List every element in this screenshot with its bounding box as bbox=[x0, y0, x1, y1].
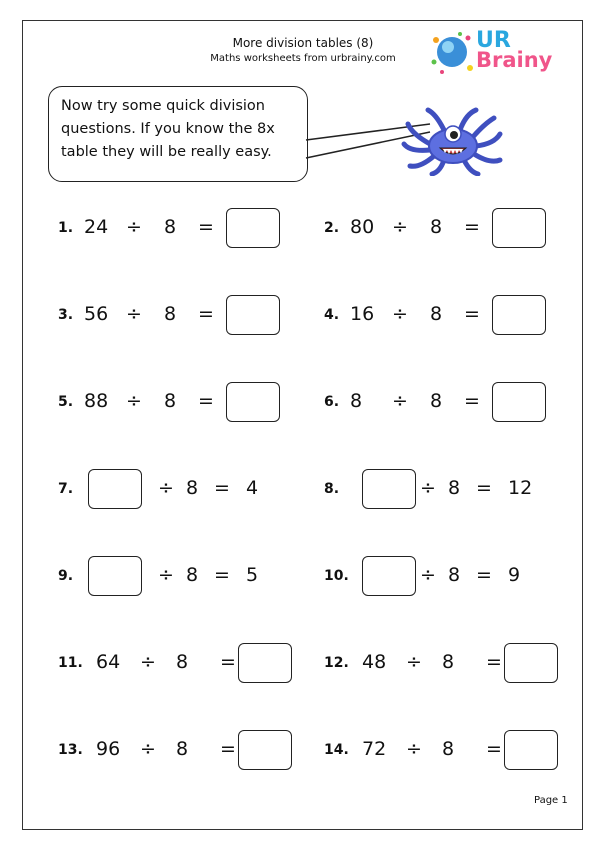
question-13 bbox=[58, 730, 298, 770]
answer-box[interactable] bbox=[238, 730, 292, 770]
question-number: 7. bbox=[58, 481, 74, 497]
brain-ball-icon bbox=[430, 28, 480, 78]
question-number: 11. bbox=[58, 655, 83, 671]
answer-box[interactable] bbox=[226, 382, 280, 422]
quotient: 12 bbox=[508, 477, 533, 499]
speech-bubble bbox=[48, 86, 308, 182]
question-2 bbox=[324, 208, 564, 248]
divide-sign: ÷ bbox=[158, 564, 174, 586]
divide-sign: ÷ bbox=[140, 738, 156, 760]
dividend-answer-box[interactable] bbox=[362, 556, 416, 596]
bubble-line: table they will be really easy. bbox=[61, 144, 272, 160]
divisor: 8 bbox=[176, 738, 189, 760]
divide-sign: ÷ bbox=[406, 738, 422, 760]
question-number: 10. bbox=[324, 568, 349, 584]
urbrainy-logo bbox=[430, 28, 553, 78]
question-number: 2. bbox=[324, 220, 340, 236]
answer-box[interactable] bbox=[226, 295, 280, 335]
divide-sign: ÷ bbox=[140, 651, 156, 673]
bubble-line: Now try some quick division bbox=[61, 98, 265, 114]
divisor: 8 bbox=[448, 564, 461, 586]
divisor: 8 bbox=[430, 303, 443, 325]
answer-box[interactable] bbox=[492, 295, 546, 335]
equals-sign: = bbox=[198, 303, 214, 325]
divide-sign: ÷ bbox=[126, 390, 142, 412]
worksheet-title: More division tables (8) bbox=[232, 36, 374, 50]
question-7 bbox=[58, 469, 298, 509]
question-6 bbox=[324, 382, 564, 422]
question-number: 3. bbox=[58, 307, 74, 323]
question-10 bbox=[324, 556, 564, 596]
divide-sign: ÷ bbox=[158, 477, 174, 499]
equals-sign: = bbox=[220, 738, 236, 760]
equals-sign: = bbox=[486, 738, 502, 760]
page-number: Page 1 bbox=[534, 795, 568, 806]
dividend: 8 bbox=[350, 390, 363, 412]
question-number: 14. bbox=[324, 742, 349, 758]
equals-sign: = bbox=[214, 564, 230, 586]
question-number: 13. bbox=[58, 742, 83, 758]
divisor: 8 bbox=[186, 564, 199, 586]
question-number: 5. bbox=[58, 394, 74, 410]
equals-sign: = bbox=[464, 303, 480, 325]
question-number: 6. bbox=[324, 394, 340, 410]
dividend: 80 bbox=[350, 216, 375, 238]
quotient: 4 bbox=[246, 477, 259, 499]
question-4 bbox=[324, 295, 564, 335]
divide-sign: ÷ bbox=[392, 390, 408, 412]
worksheet-subtitle: Maths worksheets from urbrainy.com bbox=[210, 53, 396, 64]
dividend-answer-box[interactable] bbox=[362, 469, 416, 509]
dividend: 88 bbox=[84, 390, 109, 412]
monster-icon bbox=[400, 104, 504, 176]
question-number: 8. bbox=[324, 481, 340, 497]
equals-sign: = bbox=[198, 216, 214, 238]
divide-sign: ÷ bbox=[420, 564, 436, 586]
divide-sign: ÷ bbox=[392, 303, 408, 325]
divisor: 8 bbox=[448, 477, 461, 499]
answer-box[interactable] bbox=[492, 208, 546, 248]
dividend-answer-box[interactable] bbox=[88, 556, 142, 596]
bubble-line: questions. If you know the 8x bbox=[61, 121, 275, 137]
divide-sign: ÷ bbox=[406, 651, 422, 673]
dividend: 56 bbox=[84, 303, 109, 325]
answer-box[interactable] bbox=[238, 643, 292, 683]
answer-box[interactable] bbox=[504, 643, 558, 683]
divide-sign: ÷ bbox=[126, 303, 142, 325]
divisor: 8 bbox=[430, 216, 443, 238]
divisor: 8 bbox=[164, 390, 177, 412]
divide-sign: ÷ bbox=[392, 216, 408, 238]
equals-sign: = bbox=[476, 564, 492, 586]
divisor: 8 bbox=[164, 303, 177, 325]
question-9 bbox=[58, 556, 298, 596]
divide-sign: ÷ bbox=[126, 216, 142, 238]
question-12 bbox=[324, 643, 564, 683]
dividend: 24 bbox=[84, 216, 109, 238]
quotient: 5 bbox=[246, 564, 259, 586]
divide-sign: ÷ bbox=[420, 477, 436, 499]
dividend: 48 bbox=[362, 651, 387, 673]
dividend: 16 bbox=[350, 303, 375, 325]
equals-sign: = bbox=[476, 477, 492, 499]
question-number: 1. bbox=[58, 220, 74, 236]
equals-sign: = bbox=[198, 390, 214, 412]
question-14 bbox=[324, 730, 564, 770]
question-number: 9. bbox=[58, 568, 74, 584]
divisor: 8 bbox=[430, 390, 443, 412]
answer-box[interactable] bbox=[492, 382, 546, 422]
question-8 bbox=[324, 469, 564, 509]
divisor: 8 bbox=[186, 477, 199, 499]
question-1 bbox=[58, 208, 298, 248]
dividend: 96 bbox=[96, 738, 121, 760]
dividend-answer-box[interactable] bbox=[88, 469, 142, 509]
equals-sign: = bbox=[464, 390, 480, 412]
logo-ur-text: UR bbox=[476, 28, 511, 53]
dividend: 64 bbox=[96, 651, 121, 673]
question-11 bbox=[58, 643, 298, 683]
logo-brainy-text: Brainy bbox=[476, 48, 553, 72]
question-number: 12. bbox=[324, 655, 349, 671]
question-3 bbox=[58, 295, 298, 335]
answer-box[interactable] bbox=[504, 730, 558, 770]
answer-box[interactable] bbox=[226, 208, 280, 248]
equals-sign: = bbox=[220, 651, 236, 673]
equals-sign: = bbox=[464, 216, 480, 238]
divisor: 8 bbox=[176, 651, 189, 673]
equals-sign: = bbox=[486, 651, 502, 673]
divisor: 8 bbox=[442, 651, 455, 673]
quotient: 9 bbox=[508, 564, 521, 586]
divisor: 8 bbox=[442, 738, 455, 760]
divisor: 8 bbox=[164, 216, 177, 238]
dividend: 72 bbox=[362, 738, 387, 760]
equals-sign: = bbox=[214, 477, 230, 499]
question-5 bbox=[58, 382, 298, 422]
question-number: 4. bbox=[324, 307, 340, 323]
